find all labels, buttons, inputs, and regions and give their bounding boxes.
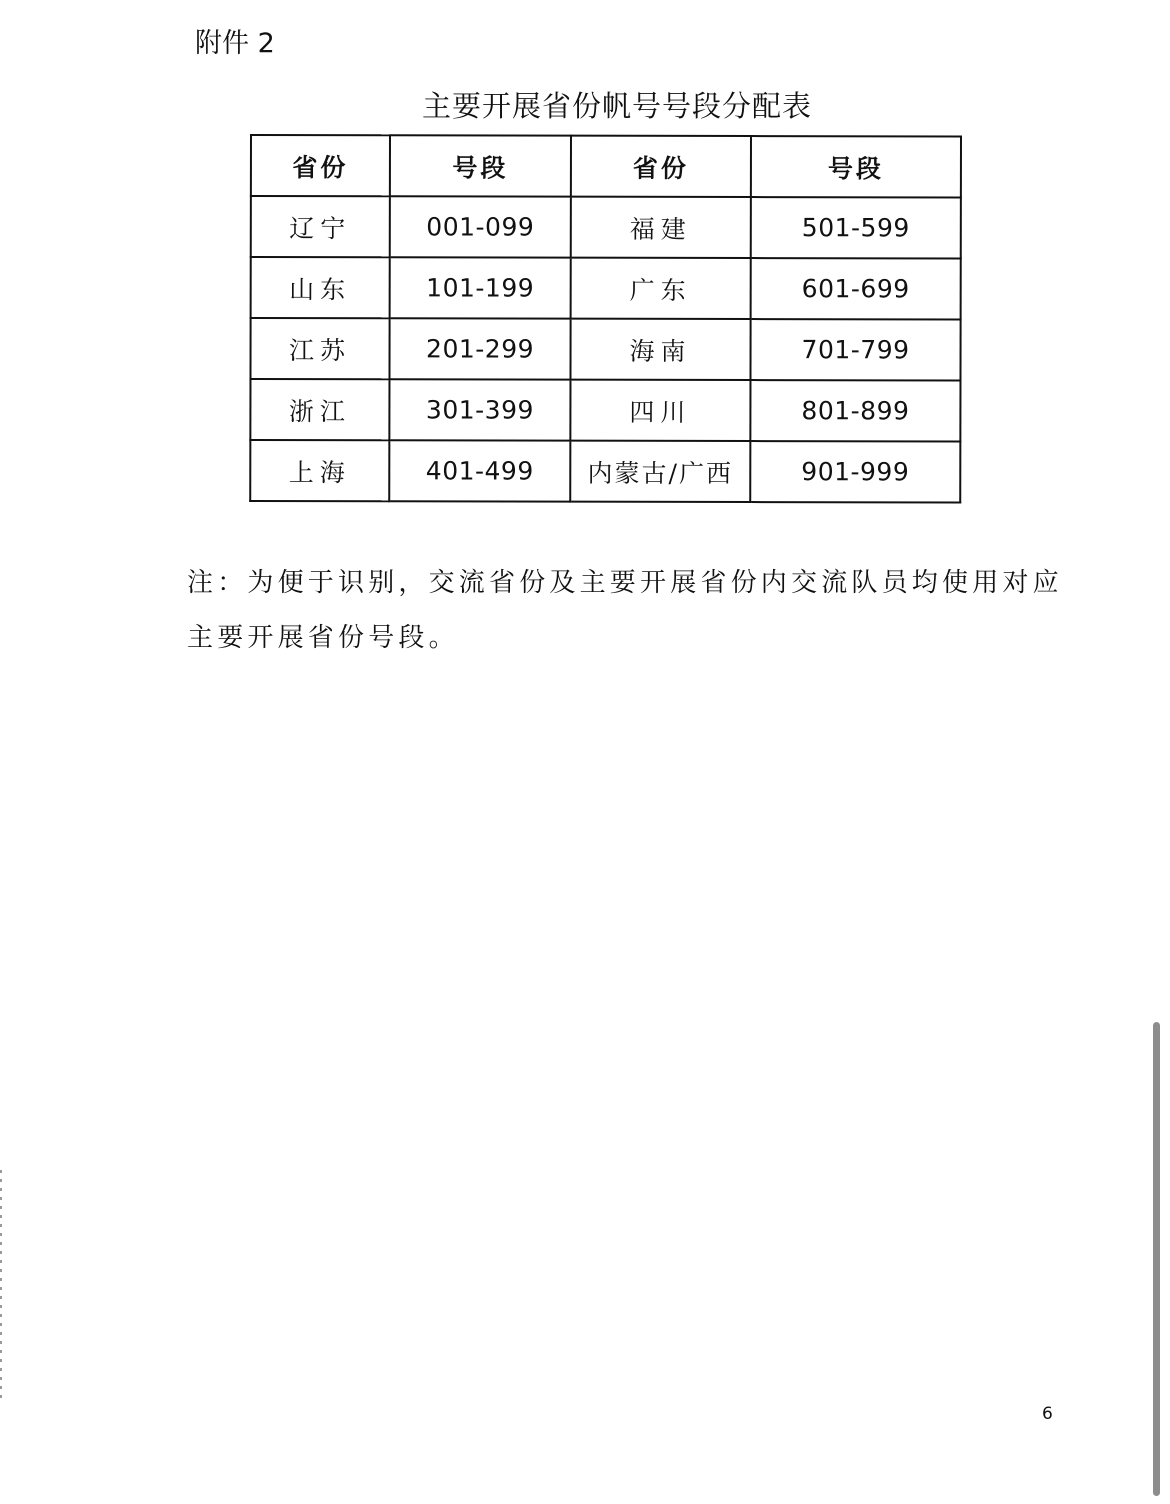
number-range-cell: 101-199 — [390, 257, 571, 318]
number-range-cell: 201-299 — [389, 318, 570, 379]
footnote: 注：为便于识别，交流省份及主要开展省份内交流队员均使用对应主要开展省份号段。 — [187, 568, 1063, 653]
province-cell: 江苏 — [250, 318, 389, 379]
number-range-cell: 401-499 — [389, 440, 570, 501]
province-cell: 上海 — [250, 440, 389, 501]
header-province: 省份 — [251, 135, 390, 196]
table-row — [250, 440, 960, 502]
page-edge-mark — [0, 1170, 2, 1400]
page-number: 6 — [1042, 1404, 1053, 1424]
number-range-cell: 601-699 — [751, 258, 961, 319]
province-cell: 福建 — [571, 197, 751, 258]
table-row — [250, 379, 960, 441]
province-cell: 浙江 — [250, 379, 389, 440]
number-range-cell: 001-099 — [390, 196, 571, 257]
province-cell: 海南 — [570, 319, 750, 380]
header-number-range: 号段 — [390, 135, 571, 196]
attachment-label: 附件 2 — [195, 28, 275, 59]
table-row — [250, 318, 960, 380]
number-range-cell: 701-799 — [750, 319, 960, 380]
number-range-cell: 801-899 — [750, 380, 960, 441]
province-cell: 内蒙古/广西 — [570, 441, 750, 502]
table-row — [251, 196, 961, 258]
number-range-cell: 301-399 — [389, 379, 570, 440]
table-row — [251, 257, 961, 319]
number-range-cell: 501-599 — [751, 197, 961, 258]
number-range-cell: 901-999 — [750, 441, 960, 502]
table-header-row — [251, 135, 961, 197]
province-cell: 山东 — [251, 257, 390, 318]
header-province: 省份 — [571, 136, 751, 197]
table-title: 主要开展省份帆号号段分配表 — [421, 89, 812, 123]
allocation-table — [249, 134, 962, 503]
vertical-scrollbar[interactable] — [1153, 1022, 1160, 1496]
province-cell: 广东 — [571, 258, 751, 319]
province-cell: 四川 — [570, 380, 750, 441]
header-number-range: 号段 — [751, 136, 961, 197]
province-cell: 辽宁 — [251, 196, 390, 257]
